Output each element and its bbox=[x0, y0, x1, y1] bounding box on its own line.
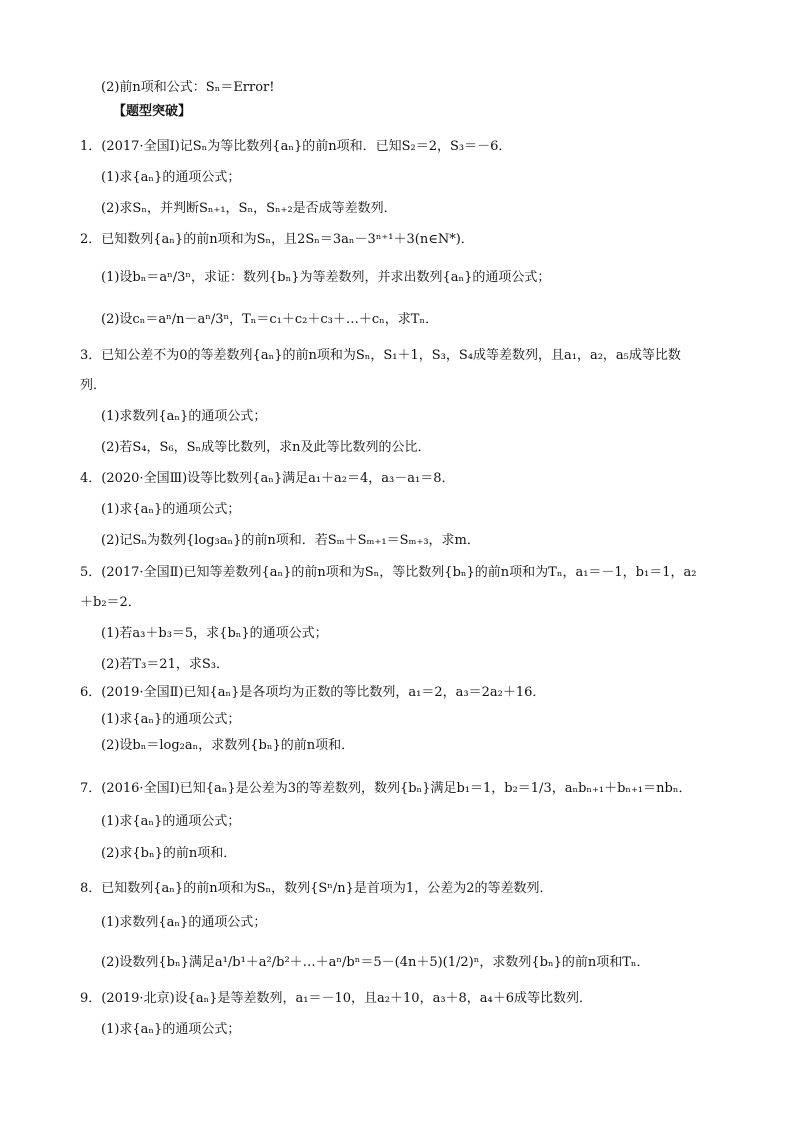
problem-3-part-1: (1)求数列{aₙ}的通项公式； bbox=[101, 409, 267, 424]
problem-5-stem-cont: ＋b₂＝2． bbox=[80, 595, 141, 610]
section-heading: 【题型突破】 bbox=[113, 104, 192, 119]
problem-9-part-1: (1)求{aₙ}的通项公式； bbox=[101, 1022, 241, 1037]
problem-number: 4． bbox=[80, 471, 102, 486]
problem-1-stem bbox=[80, 137, 511, 157]
problem-text: (2019·全国Ⅱ)已知{aₙ}是各项均为正数的等比数列，a₁＝2，a₃＝2a₂＋16． bbox=[101, 685, 546, 700]
problem-text: (2017·全国Ⅱ)已知等差数列{aₙ}的前n项和为Sₙ，等比数列{bₙ}的前n项和为Tₙ，a₁＝－1，b₁＝1，a₂ bbox=[101, 565, 697, 580]
problem-text: (2017·全国Ⅰ)记Sₙ为等比数列{aₙ}的前n项和．已知S₂＝2，S₃＝－6． bbox=[101, 139, 512, 154]
problem-text: (2016·全国Ⅰ)已知{aₙ}是公差为3的等差数列，数列{bₙ}满足b₁＝1，b₂＝1/3，aₙbₙ₊₁＋bₙ₊₁＝nbₙ． bbox=[101, 781, 692, 796]
problem-number: 9． bbox=[80, 991, 102, 1006]
problem-5-part-1: (1)若a₃＋b₃＝5，求{bₙ}的通项公式； bbox=[101, 626, 328, 641]
problem-4-part-2: (2)记Sₙ为数列{log₃aₙ}的前n项和．若Sₘ＋Sₘ₊₁＝Sₘ₊₃，求m． bbox=[101, 533, 480, 548]
problem-4-stem bbox=[80, 469, 454, 489]
problem-text: (2019·北京)设{aₙ}是等差数列，a₁＝－10，且a₂＋10，a₃＋8，a₄＋6成等比数列． bbox=[101, 991, 593, 1006]
problem-2-stem bbox=[80, 230, 474, 250]
problem-number: 7． bbox=[80, 781, 102, 796]
problem-5-stem bbox=[80, 563, 696, 583]
problem-text: 已知公差不为0的等差数列{aₙ}的前n项和为Sₙ，S₁＋1，S₃，S₄成等差数列，且a₁，a₂，a₅成等比数 bbox=[101, 348, 681, 363]
problem-2-part-1: (1)设bₙ＝aⁿ/3ⁿ，求证：数列{bₙ}为等差数列，并求出数列{aₙ}的通项公式； bbox=[101, 270, 551, 285]
problem-text: (2020·全国Ⅲ)设等比数列{aₙ}满足a₁＋a₂＝4，a₃－a₁＝8． bbox=[101, 471, 455, 486]
problem-7-part-1: (1)求{aₙ}的通项公式； bbox=[101, 814, 241, 829]
problem-3-part-2: (2)若S₄，S₆，Sₙ成等比数列，求n及此等比数列的公比． bbox=[101, 440, 431, 455]
problem-6-part-1: (1)求{aₙ}的通项公式； bbox=[101, 712, 241, 727]
problem-8-part-1: (1)求数列{aₙ}的通项公式； bbox=[101, 915, 267, 930]
problem-number: 6． bbox=[80, 685, 102, 700]
problem-number: 5． bbox=[80, 565, 102, 580]
problem-text: 已知数列{aₙ}的前n项和为Sₙ，且2Sₙ＝3aₙ－3ⁿ⁺¹＋3(n∈N*)． bbox=[101, 232, 474, 247]
problem-6-stem bbox=[80, 683, 545, 703]
problem-7-part-2: (2)求{bₙ}的前n项和． bbox=[101, 846, 237, 861]
problem-number: 2． bbox=[80, 232, 102, 247]
problem-text: 已知数列{aₙ}的前n项和为Sₙ，数列{Sⁿ/n}是首项为1，公差为2的等差数列． bbox=[101, 881, 553, 896]
problem-1-part-2: (2)求Sₙ，并判断Sₙ₊₁，Sₙ，Sₙ₊₂是否成等差数列． bbox=[101, 201, 397, 216]
sum-formula-line: (2)前n项和公式：Sₙ＝Error! bbox=[101, 80, 275, 95]
problem-7-stem bbox=[80, 779, 691, 799]
problem-3-stem bbox=[80, 346, 681, 366]
problem-5-part-2: (2)若T₃＝21，求S₃． bbox=[101, 657, 229, 672]
problem-8-part-2: (2)设数列{bₙ}满足a¹/b¹＋a²/b²＋…＋aⁿ/bⁿ＝5－(4n＋5)(1/2)ⁿ，求数列{bₙ}的前n项和Tₙ． bbox=[101, 955, 650, 970]
problem-number: 1． bbox=[80, 139, 102, 154]
problem-6-part-2: (2)设bₙ＝log₂aₙ，求数列{bₙ}的前n项和． bbox=[101, 738, 355, 753]
problem-4-part-1: (1)求{aₙ}的通项公式； bbox=[101, 502, 241, 517]
problem-9-stem bbox=[80, 989, 592, 1009]
problem-8-stem bbox=[80, 879, 552, 899]
problem-3-stem-cont: 列． bbox=[80, 378, 107, 393]
problem-number: 8． bbox=[80, 881, 102, 896]
problem-1-part-1: (1)求{aₙ}的通项公式； bbox=[101, 170, 241, 185]
problem-2-part-2: (2)设cₙ＝aⁿ/n－aⁿ/3ⁿ，Tₙ＝c₁＋c₂＋c₃＋…＋cₙ，求Tₙ． bbox=[101, 312, 439, 327]
problem-number: 3． bbox=[80, 348, 102, 363]
